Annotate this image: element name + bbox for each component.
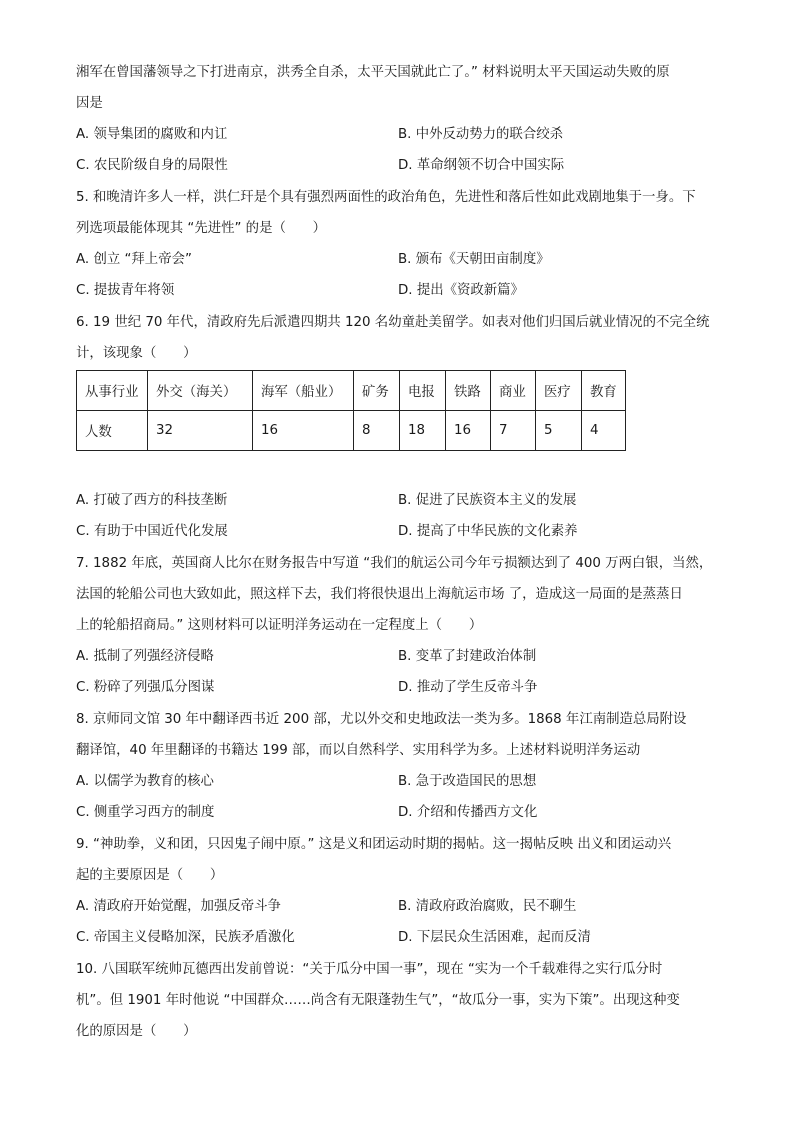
table-header-cell: 从事行业 xyxy=(77,371,148,411)
q4-option-b[interactable]: B. 中外反动势力的联合绞杀 xyxy=(398,127,563,142)
table-cell: 4 xyxy=(582,411,626,451)
q9-option-a[interactable]: A. 清政府开始觉醒，加强反帝斗争 xyxy=(76,899,281,914)
q6-option-d[interactable]: D. 提高了中华民族的文化素养 xyxy=(398,524,578,539)
q4-option-d[interactable]: D. 革命纲领不切合中国实际 xyxy=(398,158,565,173)
q10-stem-line3: 化的原因是（ ） xyxy=(76,1024,197,1039)
q6-stem-line2: 计，该现象（ ） xyxy=(76,346,197,361)
q8-option-d[interactable]: D. 介绍和传播西方文化 xyxy=(398,805,538,820)
table-row xyxy=(77,411,626,451)
q5-option-c[interactable]: C. 提拔青年将领 xyxy=(76,283,175,298)
q5-option-a[interactable]: A. 创立 “拜上帝会” xyxy=(76,252,192,267)
q8-stem-line2: 翻译馆，40 年里翻译的书籍达 199 部，而以自然科学、实用科学为多。上述材料说明洋务运动 xyxy=(76,743,641,758)
table-header-cell: 外交（海关） xyxy=(148,371,253,411)
q7-stem-line1: 7. 1882 年底，英国商人比尔在财务报告中写道 “我们的航运公司今年亏损额达到了 400 万两白银，当然， xyxy=(76,556,713,571)
table-cell: 16 xyxy=(446,411,491,451)
table-header-cell: 医疗 xyxy=(536,371,582,411)
q7-option-d[interactable]: D. 推动了学生反帝斗争 xyxy=(398,680,538,695)
q6-stem-line1: 6. 19 世纪 70 年代，清政府先后派遣四期共 120 名幼童赴美留学。如表对他们归国后就业情况的不完全统 xyxy=(76,315,710,330)
q7-option-a[interactable]: A. 抵制了列强经济侵略 xyxy=(76,649,214,664)
q8-stem-line1: 8. 京师同文馆 30 年中翻译西书近 200 部，尤以外交和史地政法一类为多。1868 年江南制造总局附设 xyxy=(76,712,687,727)
table-cell: 18 xyxy=(400,411,446,451)
q6-option-a[interactable]: A. 打破了西方的科技垄断 xyxy=(76,493,228,508)
q8-option-a[interactable]: A. 以儒学为教育的核心 xyxy=(76,774,214,789)
q9-option-d[interactable]: D. 下层民众生活困难，起而反清 xyxy=(398,930,591,945)
q6-option-b[interactable]: B. 促进了民族资本主义的发展 xyxy=(398,493,577,508)
q9-stem-line2: 起的主要原因是（ ） xyxy=(76,868,224,883)
employment-table xyxy=(76,370,626,451)
q7-stem-line3: 上的轮船招商局。” 这则材料可以证明洋务运动在一定程度上（ ） xyxy=(76,618,483,633)
q7-stem-line2: 法国的轮船公司也大致如此，照这样下去，我们将很快退出上海航运市场 了，造成这一局面的是蒸蒸日 xyxy=(76,587,683,602)
q9-option-b[interactable]: B. 清政府政治腐败，民不聊生 xyxy=(398,899,577,914)
q7-option-b[interactable]: B. 变革了封建政治体制 xyxy=(398,649,537,664)
q9-option-c[interactable]: C. 帝国主义侵略加深，民族矛盾激化 xyxy=(76,930,295,945)
table-cell: 32 xyxy=(148,411,253,451)
q5-option-b[interactable]: B. 颁布《天朝田亩制度》 xyxy=(398,252,550,267)
q10-stem-line2: 机”。但 1901 年时他说 “中国群众……尚含有无限蓬勃生气”，“故瓜分一事，实为下策”。出现这种变 xyxy=(76,993,680,1008)
q4-option-c[interactable]: C. 农民阶级自身的局限性 xyxy=(76,158,228,173)
table-header-cell: 矿务 xyxy=(354,371,400,411)
q9-stem-line1: 9. “神助拳，义和团，只因鬼子闹中原。” 这是义和团运动时期的揭帖。这一揭帖反映 出义和团运动兴 xyxy=(76,837,672,852)
table-header-cell: 商业 xyxy=(491,371,536,411)
q8-option-c[interactable]: C. 侧重学习西方的制度 xyxy=(76,805,215,820)
table-cell: 16 xyxy=(253,411,354,451)
table-header-cell: 教育 xyxy=(582,371,626,411)
table-cell: 8 xyxy=(354,411,400,451)
q5-stem-line1: 5. 和晚清许多人一样，洪仁玕是个具有强烈两面性的政治角色，先进性和落后性如此戏剧地集于一身。下 xyxy=(76,190,696,205)
q7-option-c[interactable]: C. 粉碎了列强瓜分图谋 xyxy=(76,680,215,695)
q10-stem-line1: 10. 八国联军统帅瓦德西出发前曾说：“关于瓜分中国一事”，现在 “实为一个千载难得之实行瓜分时 xyxy=(76,962,663,977)
table-header-cell: 铁路 xyxy=(446,371,491,411)
q4-stem-line1: 湘军在曾国藩领导之下打进南京，洪秀全自杀，太平天国就此亡了。” 材料说明太平天国运动失败的原 xyxy=(76,65,670,80)
q8-option-b[interactable]: B. 急于改造国民的思想 xyxy=(398,774,537,789)
q6-option-c[interactable]: C. 有助于中国近代化发展 xyxy=(76,524,228,539)
table-header-row xyxy=(77,371,626,411)
table-header-cell: 海军（船业） xyxy=(253,371,354,411)
table-cell: 7 xyxy=(491,411,536,451)
table-cell: 人数 xyxy=(77,411,148,451)
q4-option-a[interactable]: A. 领导集团的腐败和内讧 xyxy=(76,127,228,142)
q4-stem-line2: 因是 xyxy=(76,96,103,111)
table-cell: 5 xyxy=(536,411,582,451)
q5-stem-line2: 列选项最能体现其 “先进性” 的是（ ） xyxy=(76,221,327,236)
table-header-cell: 电报 xyxy=(400,371,446,411)
q5-option-d[interactable]: D. 提出《资政新篇》 xyxy=(398,283,524,298)
